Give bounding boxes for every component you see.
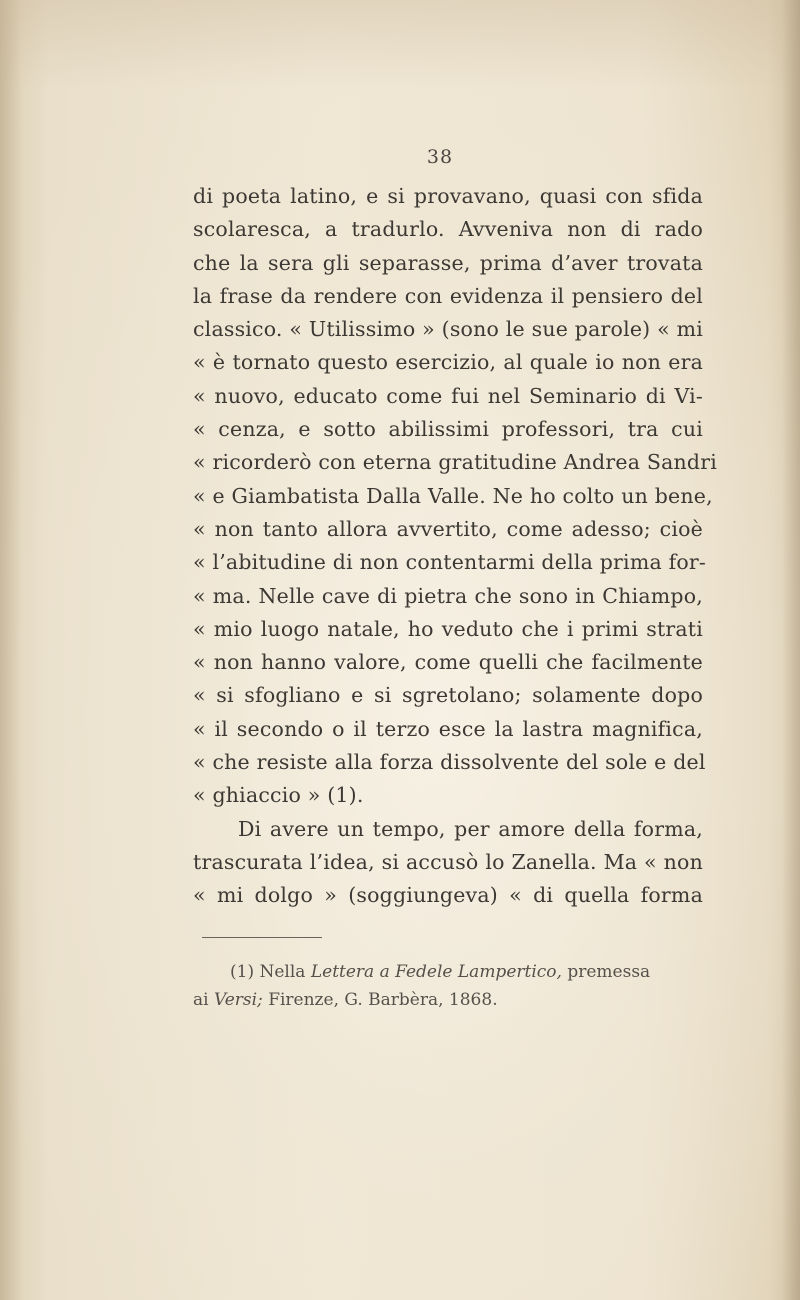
text-line: « si sfogliano e si sgretolano; solamente dopo — [193, 683, 703, 708]
footnote-text: premessa — [567, 962, 651, 982]
text-line: « nuovo, educato come fui nel Seminario di Vi- — [193, 383, 703, 408]
footnote-title: Lettera a Fedele Lampertico, — [310, 962, 562, 982]
text-line: « mio luogo natale, ho veduto che i primi strati — [193, 616, 703, 641]
text-line: « non hanno valore, come quelli che facilmente — [193, 650, 703, 675]
text-line: « cenza, e sotto abilissimi professori, tra cui — [193, 417, 703, 442]
body-text — [193, 180, 717, 913]
footnote-line — [193, 986, 703, 1014]
text-line: che la sera gli separasse, prima d’aver trovata — [193, 250, 703, 275]
footnote — [193, 958, 703, 1014]
page-right-edge — [782, 0, 800, 1300]
page-gutter-shadow — [0, 0, 22, 1300]
text-line: trascurata l’idea, si accusò lo Zanella. Ma « non — [193, 849, 703, 874]
page-top-shadow — [0, 0, 800, 90]
text-line: « non tanto allora avvertito, come adesso; cioè — [193, 516, 703, 541]
text-line: di poeta latino, e si provavano, quasi con sfida — [193, 184, 703, 208]
text-line: « il secondo o il terzo esce la lastra magnifica, — [193, 716, 703, 741]
text-line: « ricorderò con eterna gratitudine Andrea Sandri — [193, 450, 717, 475]
text-line: Di avere un tempo, per amore della forma, — [238, 816, 703, 841]
text-line: « è tornato questo esercizio, al quale io non era — [193, 350, 703, 375]
text-line: scolaresca, a tradurlo. Avveniva non di rado — [193, 217, 703, 242]
text-line: la frase da rendere con evidenza il pensiero del — [193, 283, 703, 308]
text-line: « l’abitudine di non contentarmi della prima for- — [193, 550, 707, 575]
footnote-text: Firenze, G. Barbèra, 1868. — [268, 990, 498, 1010]
footnote-line — [193, 958, 703, 986]
footnote-text: ai — [193, 990, 209, 1010]
text-line: « ghiaccio » (1). — [193, 783, 364, 808]
text-line: « e Giambatista Dalla Valle. Ne ho colto un bene, — [193, 483, 713, 508]
footnote-rule — [202, 937, 322, 938]
text-line: « che resiste alla forza dissolvente del sole e del — [193, 750, 706, 775]
text-line: « mi dolgo » (soggiungeva) « di quella forma — [193, 883, 703, 908]
footnote-marker: (1) Nella — [230, 962, 306, 982]
text-line: classico. « Utilissimo » (sono le sue parole) « mi — [193, 317, 703, 342]
text-line: « ma. Nelle cave di pietra che sono in Chiampo, — [193, 583, 703, 608]
footnote-title: Versi; — [213, 990, 263, 1010]
page-number: 38 — [426, 146, 454, 168]
